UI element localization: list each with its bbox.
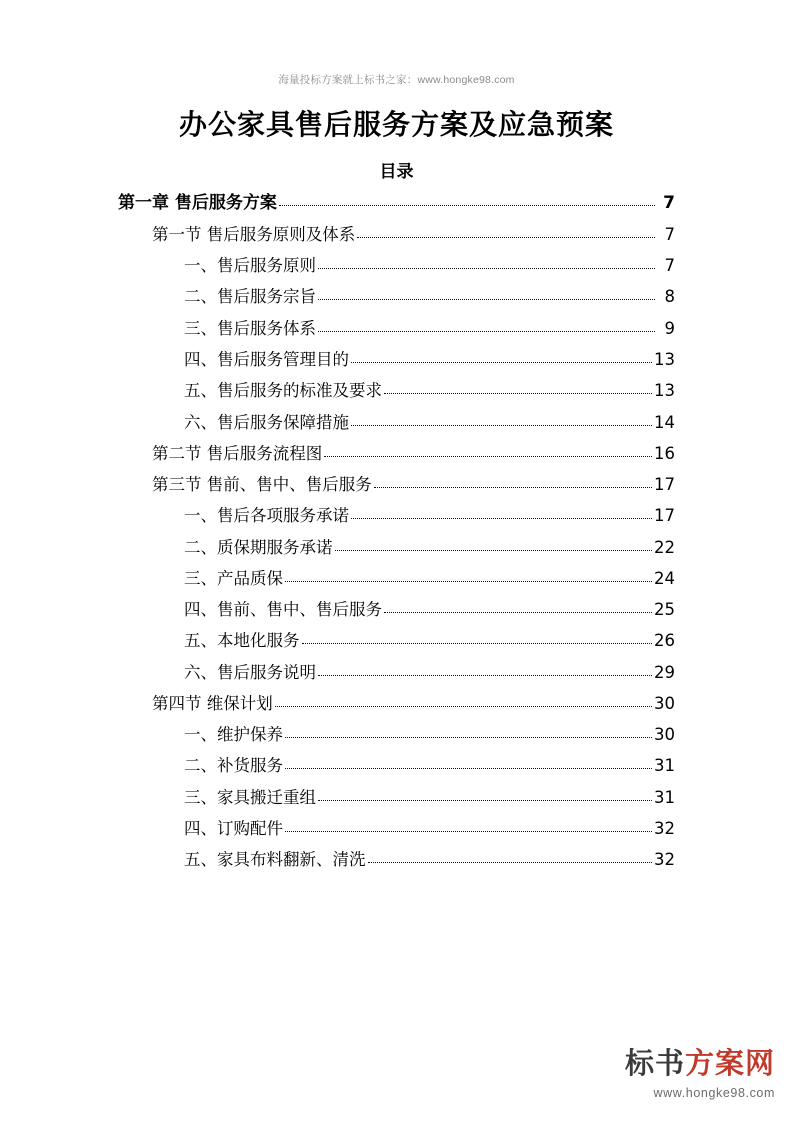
footer-url: www.hongke98.com: [653, 1086, 775, 1100]
toc-entry[interactable]: [118, 662, 675, 684]
toc-entry[interactable]: [118, 755, 675, 777]
toc-entry-label: 四、售前、售中、售后服务: [184, 600, 382, 620]
toc-page-number: 13: [654, 381, 675, 401]
toc-entry-label: 二、售后服务宗旨: [184, 287, 316, 307]
toc-leader-dots: [357, 237, 655, 238]
toc-entry[interactable]: [118, 443, 675, 465]
toc-entry-label: 六、售后服务说明: [184, 662, 316, 682]
toc-entry[interactable]: [118, 380, 675, 402]
toc-page-number: 22: [654, 537, 675, 557]
toc-entry-label: 一、售后各项服务承诺: [184, 506, 349, 526]
toc-entry[interactable]: [118, 474, 675, 496]
toc-leader-dots: [335, 550, 653, 551]
toc-entry[interactable]: [118, 787, 675, 809]
toc-leader-dots: [318, 331, 655, 332]
toc-leader-dots: [318, 299, 655, 300]
toc-heading: 目录: [379, 162, 414, 182]
toc-page-number: 24: [654, 568, 675, 588]
toc-page-number: 32: [654, 850, 675, 870]
toc-entry-label: 第一节 售后服务原则及体系: [152, 224, 356, 244]
toc-entry[interactable]: [118, 505, 675, 527]
toc-leader-dots: [351, 518, 652, 519]
toc-entry-label: 第二节 售后服务流程图: [152, 443, 323, 463]
toc-entry[interactable]: [118, 630, 675, 652]
toc-page-number: 14: [654, 412, 675, 432]
toc-leader-dots: [384, 393, 652, 394]
toc-page-number: 31: [654, 787, 675, 807]
toc-page-number: 7: [664, 224, 675, 244]
toc-leader-dots: [384, 612, 652, 613]
toc-page-number: 17: [654, 506, 675, 526]
toc-entry[interactable]: [118, 255, 675, 277]
footer-logo: [625, 1041, 775, 1100]
toc-entry-label: 一、维护保养: [184, 725, 283, 745]
toc-entry-label: 三、产品质保: [184, 568, 283, 588]
toc-entry[interactable]: [118, 349, 675, 371]
toc-entry[interactable]: [118, 599, 675, 621]
document-title: 办公家具售后服务方案及应急预案: [178, 108, 614, 141]
toc-page-number: 30: [654, 725, 675, 745]
toc-leader-dots: [351, 362, 652, 363]
toc-entry-label: 第四节 维保计划: [152, 693, 273, 713]
toc-entry-label: 第三节 售前、售中、售后服务: [152, 475, 372, 495]
toc-page-number: 25: [654, 600, 675, 620]
toc-entry[interactable]: [118, 318, 675, 340]
toc-leader-dots: [324, 456, 652, 457]
toc-page-number: 17: [654, 475, 675, 495]
toc-entry-label: 一、售后服务原则: [184, 256, 316, 276]
toc-entry-label: 五、本地化服务: [184, 631, 300, 651]
toc-entry-label: 三、售后服务体系: [184, 318, 316, 338]
toc-page-number: 32: [654, 818, 675, 838]
brand-name-accent: 方案网: [684, 1046, 775, 1080]
toc-entry-label: 四、售后服务管理目的: [184, 350, 349, 369]
toc-page-number: 30: [654, 693, 675, 713]
toc-leader-dots: [285, 831, 652, 832]
toc-page-number: 29: [654, 662, 675, 682]
toc-page-number: 16: [654, 443, 675, 463]
table-of-contents: [118, 192, 675, 872]
top-watermark-text: 海量投标方案就上标书之家：www.hongke98.com: [278, 74, 515, 86]
toc-leader-dots: [368, 862, 653, 863]
toc-leader-dots: [318, 268, 655, 269]
toc-entry[interactable]: [118, 412, 675, 434]
toc-entry[interactable]: [118, 693, 675, 715]
toc-entry[interactable]: [118, 849, 675, 871]
toc-entry[interactable]: [118, 286, 675, 308]
toc-leader-dots: [318, 675, 652, 676]
toc-entry-label: 六、售后服务保障措施: [184, 412, 349, 432]
toc-entry[interactable]: [118, 568, 675, 590]
toc-entry-label: 四、订购配件: [184, 818, 283, 838]
toc-entry[interactable]: [118, 537, 675, 559]
toc-page-number: 9: [664, 318, 675, 338]
toc-leader-dots: [302, 643, 653, 644]
toc-entry[interactable]: [118, 192, 675, 215]
toc-entry[interactable]: [118, 724, 675, 746]
toc-page-number: 8: [664, 287, 675, 307]
toc-leader-dots: [279, 205, 655, 206]
toc-leader-dots: [374, 487, 652, 488]
toc-leader-dots: [285, 581, 652, 582]
toc-leader-dots: [351, 425, 652, 426]
toc-leader-dots: [285, 737, 652, 738]
toc-entry-label: 五、售后服务的标准及要求: [184, 381, 382, 401]
toc-page-number: 31: [654, 756, 675, 776]
toc-page-number: 7: [664, 256, 675, 276]
toc-page-number: 13: [654, 350, 675, 369]
brand-name-main: 标书: [624, 1046, 685, 1080]
toc-page-number: 7: [663, 193, 675, 213]
toc-entry-label: 三、家具搬迁重组: [184, 787, 316, 807]
toc-leader-dots: [285, 768, 652, 769]
toc-entry[interactable]: [118, 224, 675, 246]
toc-leader-dots: [318, 800, 652, 801]
toc-entry-label: 二、补货服务: [184, 756, 283, 776]
toc-entry-label: 五、家具布料翻新、清洗: [184, 850, 366, 870]
toc-entry-label: 二、质保期服务承诺: [184, 537, 333, 557]
toc-entry-label: 第一章 售后服务方案: [118, 193, 277, 213]
brand-name: [625, 1041, 775, 1082]
toc-leader-dots: [275, 706, 652, 707]
toc-entry[interactable]: [118, 818, 675, 840]
toc-page-number: 26: [654, 631, 675, 651]
